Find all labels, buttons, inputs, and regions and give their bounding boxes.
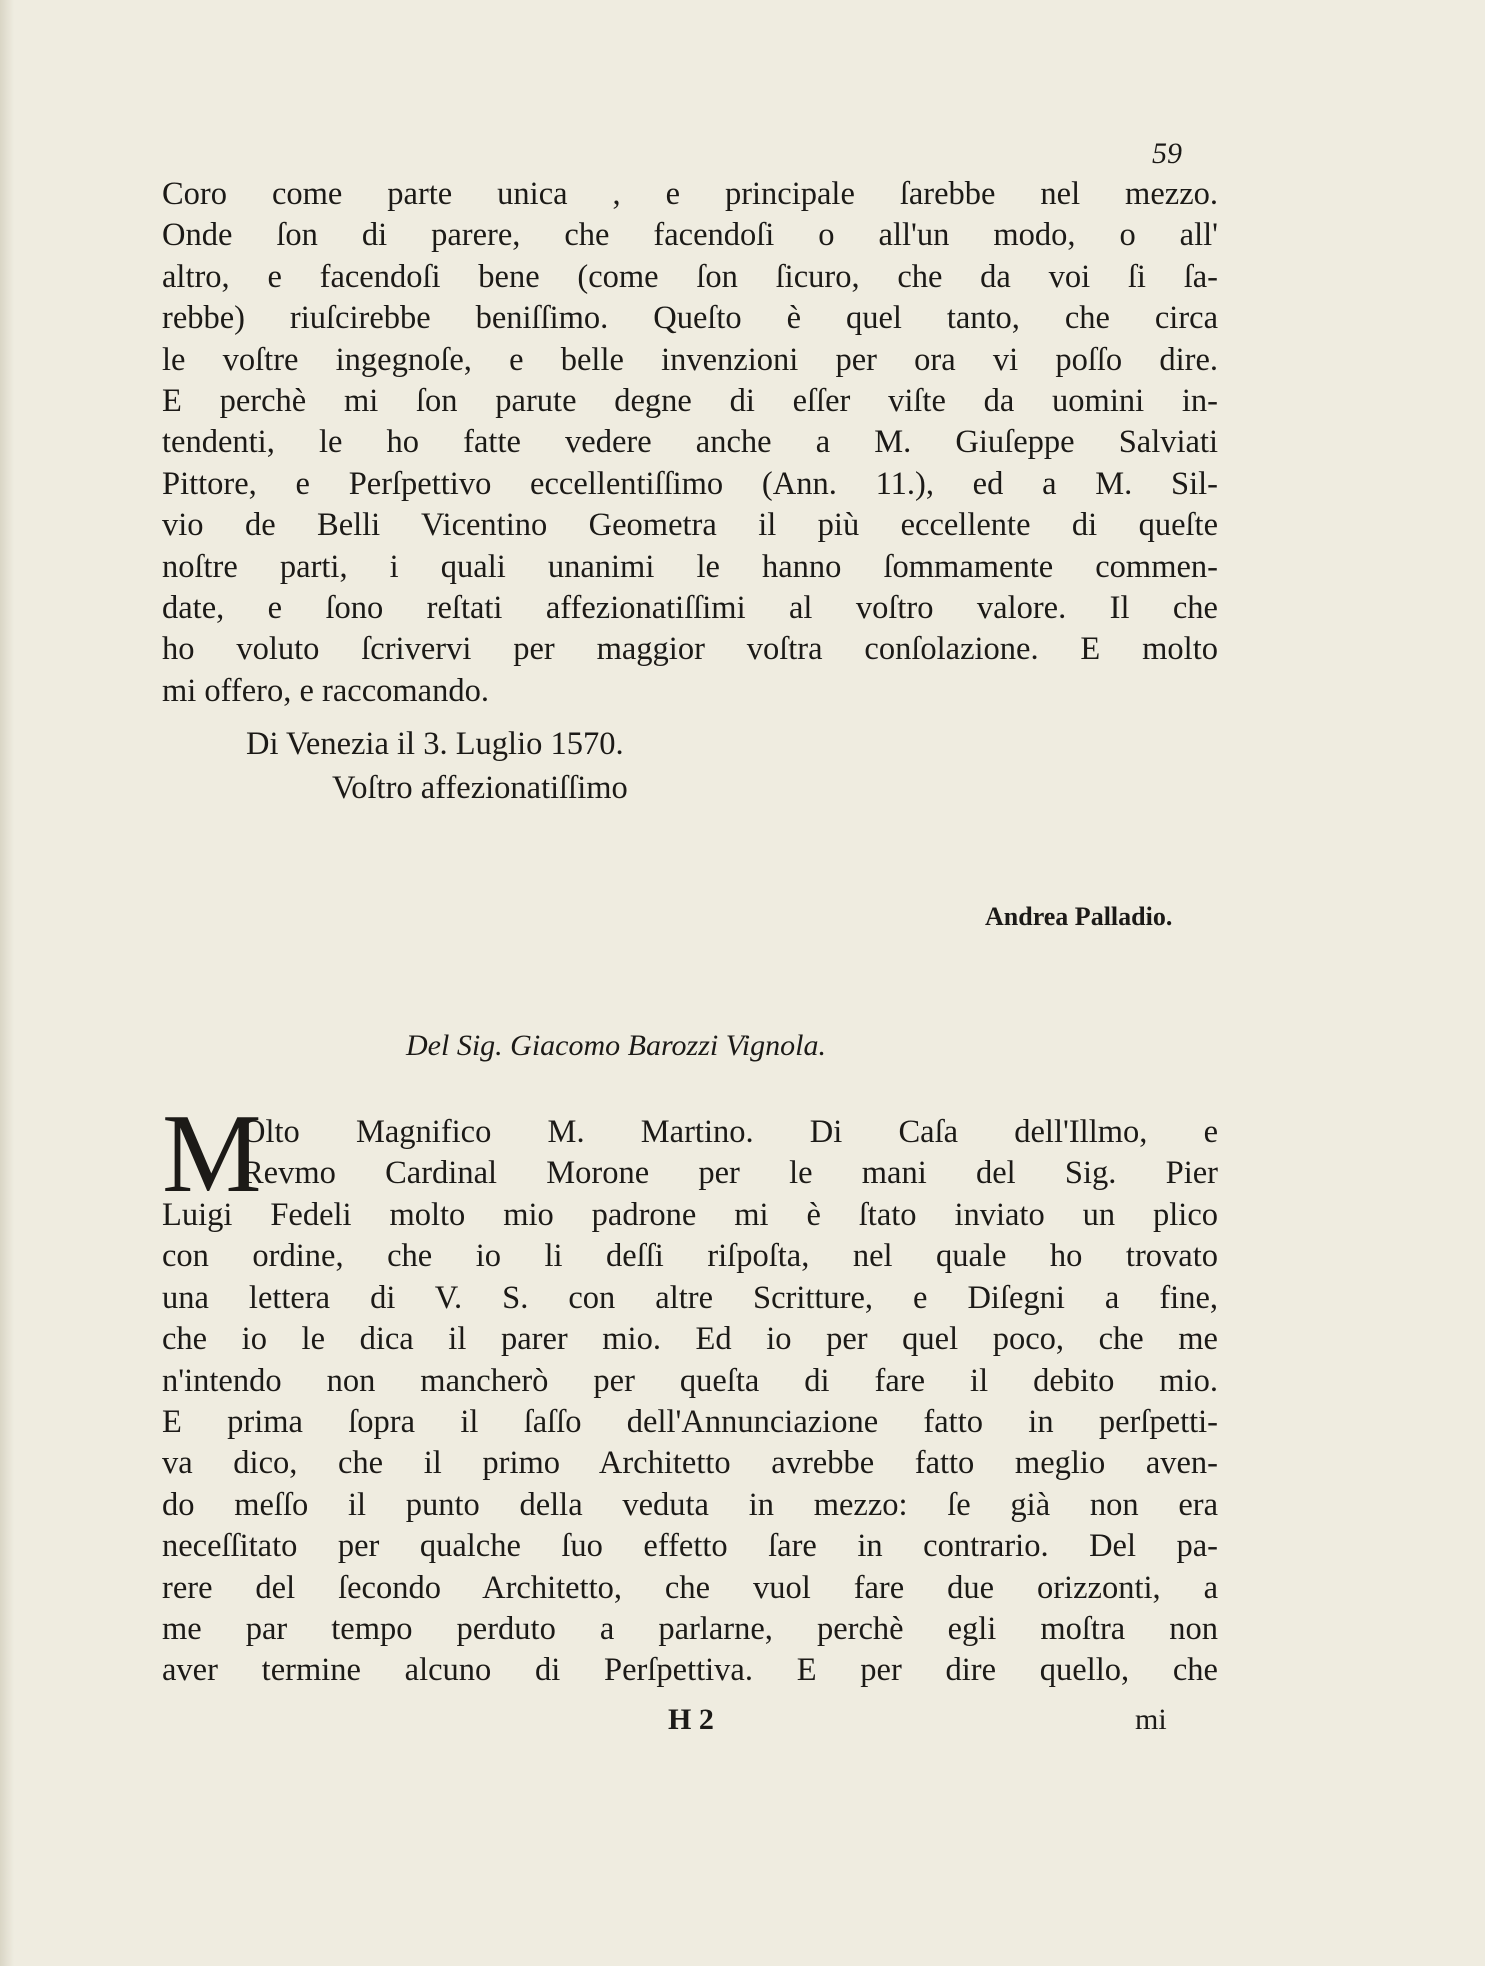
text-line: una lettera di V. S. con altre Scritture, e Diſegni a fine, xyxy=(162,1279,1218,1316)
page-edge xyxy=(0,0,14,1966)
text-line: Coro come parte unica , e principale ſarebbe nel mezzo. xyxy=(162,176,1218,212)
text-line: noſtre parti, i quali unanimi le hanno ſommamente commen- xyxy=(162,548,1218,585)
text-line: E prima ſopra il ſaſſo dell'Annunciazione fatto in perſpetti- xyxy=(162,1403,1218,1440)
text-line: Pittore, e Perſpettivo eccellentiſſimo (Ann. 11.), ed a M. Sil- xyxy=(162,465,1218,502)
text-line: ho voluto ſcrivervi per maggior voſtra conſolazione. E molto xyxy=(162,631,1218,668)
section-heading: Del Sig. Giacomo Barozzi Vignola. xyxy=(406,1029,826,1062)
text-line: n'intendo non mancherò per queſta di fare il debito mio. xyxy=(162,1362,1218,1399)
letter-vignola-body xyxy=(162,1195,1218,1692)
text-line: date, e ſono reſtati affezionatiſſimi al voſtro valore. Il che xyxy=(162,589,1218,626)
date-line: Di Venezia il 3. Luglio 1570. xyxy=(246,726,624,762)
text-line: do meſſo il punto della veduta in mezzo: ſe già non era xyxy=(162,1486,1218,1523)
text-line: me par tempo perduto a parlarne, perchè egli moſtra non xyxy=(162,1610,1218,1647)
text-line: Luigi Fedeli molto mio padrone mi è ſtato inviato un plico xyxy=(162,1197,1218,1233)
text-line: tendenti, le ho fatte vedere anche a M. Giuſeppe Salviati xyxy=(162,424,1218,461)
text-line: le voſtre ingegnoſe, e belle invenzioni per ora vi poſſo dire. xyxy=(162,341,1218,378)
text-line: rere del ſecondo Architetto, che vuol fare due orizzonti, a xyxy=(162,1569,1218,1606)
letter-palladio-body xyxy=(162,174,1218,712)
catchword: mi xyxy=(1135,1703,1167,1736)
signature-palladio: Andrea Palladio. xyxy=(985,902,1173,931)
text-line: Revmo Cardinal Morone per le mani del Sig. Pier xyxy=(242,1155,1218,1192)
printer-signature-mark: H 2 xyxy=(668,1703,714,1736)
text-line: E perchè mi ſon parute degne di eſſer viſte da uomini in- xyxy=(162,382,1218,419)
text-line: Olto Magnifico M. Martino. Di Caſa dell'Illmo, e xyxy=(242,1114,1218,1150)
text-line: con ordine, che io li deſſi riſpoſta, nel quale ho trovato xyxy=(162,1238,1218,1275)
text-line: Onde ſon di parere, che facendoſi o all'un modo, o all' xyxy=(162,217,1218,254)
text-line: altro, e facendoſi bene (come ſon ſicuro, che da voi ſi ſa- xyxy=(162,258,1218,295)
closing-line: Voſtro affezionatiſſimo xyxy=(332,770,628,806)
text-line: va dico, che il primo Architetto avrebbe fatto meglio aven- xyxy=(162,1445,1218,1482)
drop-cap: M xyxy=(162,1092,262,1216)
text-line: mi offero, e raccomando. xyxy=(162,672,489,709)
text-line: rebbe) riuſcirebbe beniſſimo. Queſto è quel tanto, che circa xyxy=(162,300,1218,337)
page-number: 59 xyxy=(1152,137,1182,170)
text-line: aver termine alcuno di Perſpettiva. E per dire quello, che xyxy=(162,1652,1218,1689)
text-line: vio de Belli Vicentino Geometra il più eccellente di queſte xyxy=(162,507,1218,544)
text-line: che io le dica il parer mio. Ed io per quel poco, che me xyxy=(162,1321,1218,1358)
text-line: neceſſitato per qualche ſuo effetto ſare in contrario. Del pa- xyxy=(162,1528,1218,1565)
